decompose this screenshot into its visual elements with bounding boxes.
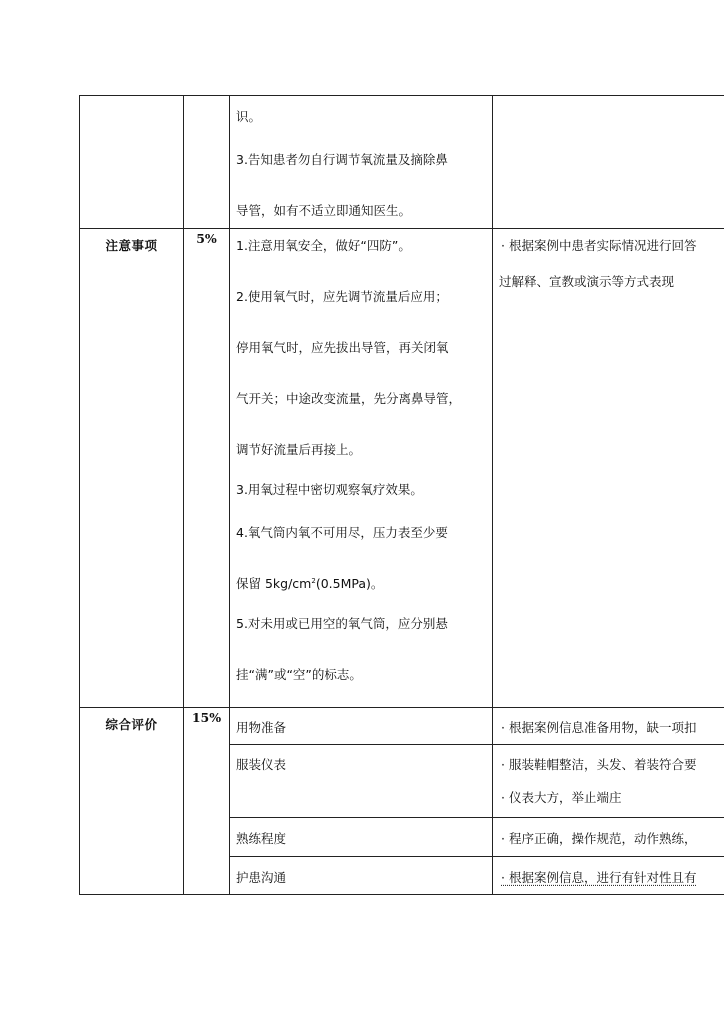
sub-label: 护患沟通	[236, 870, 287, 885]
superscript: 2	[311, 576, 316, 585]
sub-criteria-cell	[493, 708, 724, 745]
criteria-line	[493, 708, 724, 736]
table-row-overall	[80, 708, 724, 745]
item-cell	[80, 708, 184, 895]
content-cell-continuation	[230, 96, 493, 229]
score-cell-empty	[184, 96, 230, 229]
table-row-continuation	[80, 96, 724, 229]
criteria-line: · 服装鞋帽整洁，头发、着装符合要	[501, 757, 697, 772]
sub-label: 用物准备	[236, 720, 287, 735]
underlined-text: · 根据案例信息准备用物	[501, 720, 634, 735]
content-line: 1.注意用氧安全，做好“四防”。	[236, 238, 411, 253]
item-cell-empty	[80, 96, 184, 229]
criteria-line: · 仪表大方，举止端庄	[501, 789, 622, 805]
item-label: 综合评价	[105, 717, 158, 732]
sub-label-cell	[230, 708, 493, 745]
criteria-line: · 程序正确，操作规范，动作熟练，	[501, 831, 697, 846]
item-cell	[80, 229, 184, 708]
sub-label-cell	[230, 857, 493, 895]
score-value: 5%	[196, 231, 217, 246]
content-line: 识。	[236, 109, 262, 124]
content-line: 停用氧气时，应先拔出导管，再关闭氧	[236, 340, 449, 355]
content-line: 导管，如有不适立即通知医生。	[236, 203, 412, 218]
criteria-text: ，缺一项扣	[633, 720, 697, 735]
content-line: 调节好流量后再接上。	[236, 442, 362, 457]
content-line: 2.使用氧气时，应先调节流量后应用；	[236, 289, 448, 304]
sub-criteria-cell	[493, 745, 724, 782]
table-row-precautions	[80, 229, 724, 708]
content-line: 4.氧气筒内氧不可用尽，压力表至少要	[236, 525, 448, 540]
bullet: ·	[501, 238, 505, 253]
sub-label: 熟练程度	[236, 831, 287, 846]
content-line	[230, 541, 492, 592]
criteria-line	[493, 857, 724, 886]
score-value: 15%	[191, 710, 222, 725]
sub-criteria-cell	[493, 782, 724, 818]
underlined-text: 根据案例中患者实际情况	[508, 238, 647, 253]
criteria-line	[493, 229, 724, 254]
underlined-text: · 根据案例信息，进行有针对性且有	[501, 870, 697, 885]
score-cell	[184, 708, 230, 895]
sub-criteria-cell	[493, 818, 724, 857]
sub-label-cell	[230, 745, 493, 818]
sub-label-cell	[230, 818, 493, 857]
criteria-line: 过解释、宣教或演示等方式表现	[499, 274, 675, 289]
criteria-cell-empty	[493, 96, 724, 229]
content-cell-precautions	[230, 229, 493, 708]
sub-criteria-cell	[493, 857, 724, 895]
content-line: 3.用氧过程中密切观察氧疗效果。	[236, 482, 423, 497]
criteria-text: 进行回答	[646, 238, 697, 253]
score-cell	[184, 229, 230, 708]
content-line: 挂“满”或“空”的标志。	[236, 667, 362, 682]
sub-label: 服装仪表	[236, 757, 287, 772]
oxygen-pressure-text: 保留 5kg/cm	[236, 576, 312, 591]
content-line: 3.告知患者勿自行调节氧流量及摘除鼻	[236, 152, 448, 167]
evaluation-table	[79, 95, 724, 895]
item-label: 注意事项	[105, 238, 158, 253]
oxygen-pressure-mpa: (0.5MPa)。	[315, 576, 384, 591]
content-line: 气开关；中途改变流量，先分离鼻导管，	[236, 391, 462, 406]
content-line: 5.对未用或已用空的氧气筒，应分别悬	[236, 616, 448, 631]
criteria-cell-precautions	[493, 229, 724, 708]
